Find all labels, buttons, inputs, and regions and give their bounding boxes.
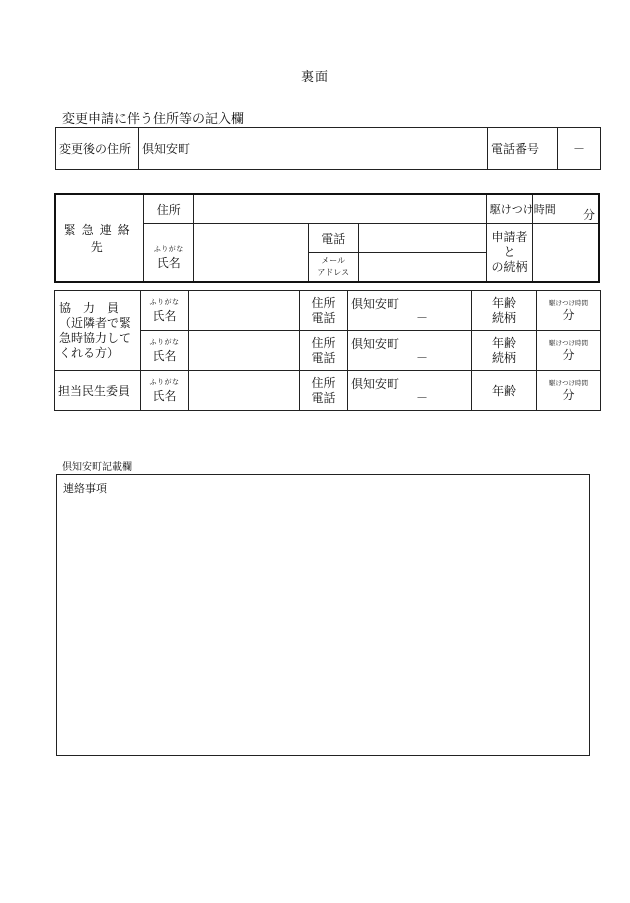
furigana-label: ふりがな [153,245,184,253]
page-title: 裏面 [300,70,329,85]
name-label: 氏名 [156,256,181,270]
arrival-label: 駆けつけ時間 [549,299,588,307]
new-address-label: 変更後の住所 [56,128,139,170]
address-label: 住所 [311,335,336,350]
emergency-contact-table [54,193,600,283]
emergency-relation-field[interactable] [533,224,599,283]
helper1-address-phone-field[interactable] [348,291,472,331]
welfare-address-phone-label [300,371,348,411]
helper1-age-relation-label [472,291,537,331]
arrival-label: 駆けつけ時間 [549,339,588,347]
emergency-phone-label: 電話 [308,224,358,253]
minutes-unit: 分 [562,348,575,362]
memo-box[interactable] [56,474,590,756]
emergency-address-field[interactable] [194,194,487,224]
phone-value: － [415,350,428,365]
welfare-name-field[interactable] [189,371,300,411]
welfare-name-label [141,371,189,411]
helper1-name-field[interactable] [189,291,300,331]
minutes-unit: 分 [582,208,595,222]
phone-label: 電話 [311,310,336,325]
emergency-phone-field[interactable] [358,224,486,253]
address-value: 倶知安町 [351,336,400,351]
welfare-age-label: 年齢 [472,371,537,411]
emergency-mail-label [308,253,358,283]
welfare-address-phone-field[interactable] [348,371,472,411]
phone-value: － [415,310,428,325]
emergency-address-label: 住所 [144,194,194,224]
emergency-arrival-label: 駆けつけ時間 [486,194,533,224]
age-label: 年齢 [491,335,516,350]
relation-label-line1: 申請者と [491,230,528,259]
emergency-mail-field[interactable] [358,253,486,283]
emergency-label: 緊急連絡先 [55,194,144,282]
arrival-label: 駆けつけ時間 [549,379,588,387]
minutes-unit: 分 [562,388,575,402]
emergency-relation-label [486,224,533,283]
address-value: 倶知安町 [351,376,400,391]
name-label: 氏名 [152,308,177,323]
phone-field[interactable]: － [558,128,601,170]
furigana-label: ふりがな [149,377,180,386]
helper2-name-field[interactable] [189,331,300,371]
helper-label [55,291,141,371]
helper-label-line3: 急時協力して [59,330,132,345]
furigana-label: ふりがな [149,337,180,346]
relation-label: 続柄 [491,310,516,325]
minutes-unit: 分 [562,308,575,322]
helper2-age-relation-label [472,331,537,371]
helper-label-line1: 協 力 員 [59,300,120,315]
relation-label: 続柄 [491,350,516,365]
name-label: 氏名 [152,388,177,403]
helper1-address-phone-label [300,291,348,331]
phone-label: 電話 [311,350,336,365]
new-address-table [55,127,601,170]
phone-value: － [415,390,428,405]
address-label: 住所 [311,375,336,390]
helper1-arrival-field[interactable] [537,291,601,331]
helper1-name-label [141,291,189,331]
phone-label: 電話番号 [488,128,558,170]
helper2-address-phone-label [300,331,348,371]
welfare-commissioner-label: 担当民生委員 [55,371,141,411]
memo-label: 連絡事項 [63,482,107,495]
helpers-table [54,290,601,411]
address-value: 倶知安町 [351,296,400,311]
mail-label-line1: メール [321,256,346,265]
helper-label-line4: くれる方） [59,345,120,360]
furigana-label: ふりがな [149,297,180,306]
welfare-arrival-field[interactable] [537,371,601,411]
helper2-name-label [141,331,189,371]
helper2-address-phone-field[interactable] [348,331,472,371]
helper2-arrival-field[interactable] [537,331,601,371]
helper-label-line2: （近隣者で緊 [59,315,132,330]
phone-label: 電話 [311,390,336,405]
emergency-name-label [144,224,194,283]
town-section-title: 倶知安町記載欄 [62,462,132,473]
mail-label-line2: アドレス [317,268,350,277]
section-title: 変更申請に伴う住所等の記入欄 [62,112,245,127]
age-label: 年齢 [491,295,516,310]
name-label: 氏名 [152,348,177,363]
address-label: 住所 [311,295,336,310]
relation-label-line2: の続柄 [491,260,528,274]
emergency-name-field[interactable] [194,224,309,283]
new-address-field[interactable]: 倶知安町 [139,128,488,170]
